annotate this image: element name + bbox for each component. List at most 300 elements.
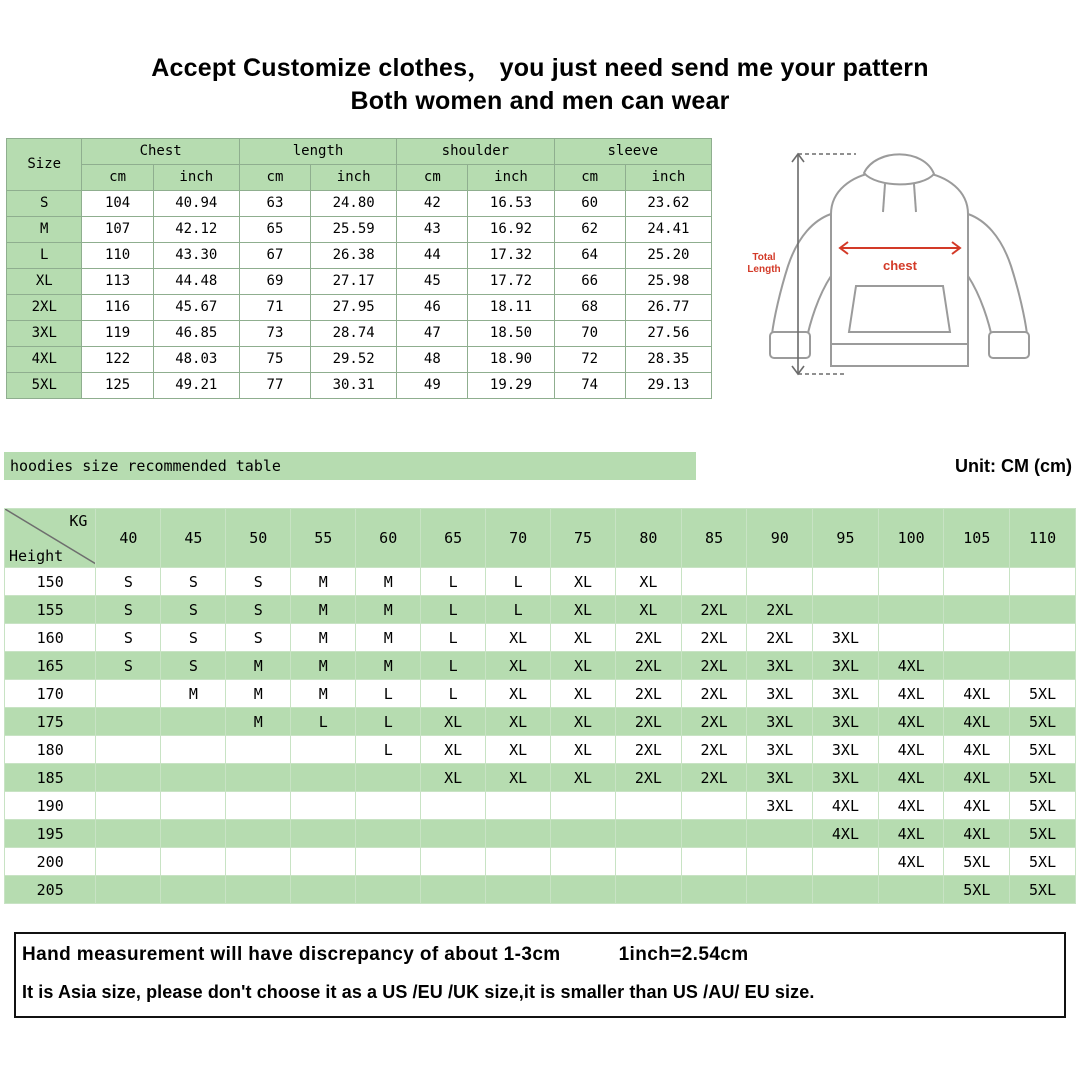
axis-label-height: Height (9, 547, 64, 565)
cell: 25.59 (311, 217, 397, 243)
cell (96, 792, 161, 820)
weight-header: 45 (161, 509, 226, 568)
cell (616, 792, 682, 820)
cell: 27.95 (311, 295, 397, 321)
cell: 66 (554, 269, 625, 295)
cell: S (161, 652, 226, 680)
cell (813, 876, 879, 904)
cell: M (161, 680, 226, 708)
table-row (7, 243, 712, 269)
cell: 4XL (944, 736, 1010, 764)
cell (551, 876, 616, 904)
cell: 73 (239, 321, 310, 347)
cell (486, 792, 551, 820)
cell (356, 848, 421, 876)
cell: XL (551, 568, 616, 596)
cell: XL (616, 568, 682, 596)
cell (616, 848, 682, 876)
cell: XL (551, 680, 616, 708)
header-unit-3: inch (311, 165, 397, 191)
cell: 62 (554, 217, 625, 243)
cell: 18.50 (468, 321, 554, 347)
cell (551, 820, 616, 848)
cell: 2XL (616, 736, 682, 764)
cell: 42 (397, 191, 468, 217)
cell: 67 (239, 243, 310, 269)
total-length-label-line2: Length (747, 264, 781, 275)
table-row (7, 269, 712, 295)
cell: 17.32 (468, 243, 554, 269)
cell: M (291, 624, 356, 652)
weight-header: 80 (616, 509, 682, 568)
cell (226, 792, 291, 820)
cell: 113 (82, 269, 153, 295)
rec-row (5, 568, 1076, 596)
cell: 3XL (813, 652, 879, 680)
axis-label-weight: KG (69, 512, 88, 530)
cell: M (291, 652, 356, 680)
cell: 4XL (944, 680, 1010, 708)
cell: M (226, 652, 291, 680)
row-size: 4XL (7, 347, 82, 373)
cell: 116 (82, 295, 153, 321)
cell: 110 (82, 243, 153, 269)
cell: 4XL (944, 792, 1010, 820)
cell: 2XL (681, 708, 747, 736)
cell: L (421, 596, 486, 624)
cell (681, 820, 747, 848)
cell: 17.72 (468, 269, 554, 295)
cell: 5XL (1010, 820, 1076, 848)
cell (161, 848, 226, 876)
cell: XL (486, 764, 551, 792)
cell: L (356, 708, 421, 736)
hoodie-illustration-svg (736, 136, 1066, 411)
cell: XL (551, 708, 616, 736)
unit-label: Unit: CM (cm) (955, 456, 1072, 476)
cell: 4XL (878, 736, 944, 764)
cell (161, 820, 226, 848)
cell: 44 (397, 243, 468, 269)
cell: 29.13 (625, 373, 711, 399)
cell: XL (551, 624, 616, 652)
cell: M (356, 596, 421, 624)
cell (813, 568, 879, 596)
table-row (7, 295, 712, 321)
rec-row (5, 848, 1076, 876)
table-row (7, 347, 712, 373)
cell (1010, 652, 1076, 680)
cell: 29.52 (311, 347, 397, 373)
cell: 43.30 (153, 243, 239, 269)
cell: 5XL (1010, 876, 1076, 904)
cell: 3XL (813, 736, 879, 764)
cell (944, 624, 1010, 652)
row-height: 165 (5, 652, 96, 680)
cell: 3XL (747, 736, 813, 764)
cell: S (226, 568, 291, 596)
cell (813, 596, 879, 624)
cell: 70 (554, 321, 625, 347)
cell: 27.56 (625, 321, 711, 347)
cell: 4XL (878, 820, 944, 848)
header-unit-1: inch (153, 165, 239, 191)
row-height: 160 (5, 624, 96, 652)
cell: M (356, 568, 421, 596)
cell (96, 820, 161, 848)
weight-header: 60 (356, 509, 421, 568)
headline-line-2: Both women and men can wear (350, 87, 730, 115)
row-height: 180 (5, 736, 96, 764)
cell: M (291, 596, 356, 624)
cell: 2XL (681, 736, 747, 764)
hoodie-diagram (736, 136, 1066, 411)
cell (747, 876, 813, 904)
cell: S (161, 624, 226, 652)
cell (1010, 596, 1076, 624)
cell: L (291, 708, 356, 736)
cell: 69 (239, 269, 310, 295)
cell: 4XL (944, 708, 1010, 736)
weight-header: 75 (551, 509, 616, 568)
cell: L (421, 652, 486, 680)
cell: 4XL (878, 764, 944, 792)
cell (421, 876, 486, 904)
cell (161, 736, 226, 764)
cell: 71 (239, 295, 310, 321)
cell: 42.12 (153, 217, 239, 243)
rec-row (5, 596, 1076, 624)
cell: XL (486, 680, 551, 708)
cell: 19.29 (468, 373, 554, 399)
chest-label: chest (883, 258, 917, 273)
cell: XL (486, 736, 551, 764)
cell: S (96, 652, 161, 680)
header-unit-5: inch (468, 165, 554, 191)
cell (291, 764, 356, 792)
cell: XL (486, 708, 551, 736)
cell: 107 (82, 217, 153, 243)
weight-header: 40 (96, 509, 161, 568)
cell (747, 568, 813, 596)
cell (681, 876, 747, 904)
cell: S (226, 596, 291, 624)
cell: 4XL (878, 848, 944, 876)
cell (226, 820, 291, 848)
weight-header: 90 (747, 509, 813, 568)
header-unit-2: cm (239, 165, 310, 191)
row-height: 170 (5, 680, 96, 708)
total-length-label-line1: Total (752, 252, 776, 263)
cell (616, 820, 682, 848)
cell: 65 (239, 217, 310, 243)
row-size: 5XL (7, 373, 82, 399)
cell (96, 708, 161, 736)
row-size: XL (7, 269, 82, 295)
disclaimer-line-1 (22, 944, 749, 966)
row-height: 185 (5, 764, 96, 792)
cell (551, 792, 616, 820)
cell: 4XL (944, 764, 1010, 792)
cell: S (161, 596, 226, 624)
cell: 3XL (747, 652, 813, 680)
headline-line-1: Accept Customize clothes， you just need send me your pattern (151, 54, 929, 82)
cell (291, 876, 356, 904)
cell (291, 792, 356, 820)
page-title (0, 52, 1080, 118)
cell: M (356, 624, 421, 652)
cell: 45.67 (153, 295, 239, 321)
cell: 5XL (1010, 736, 1076, 764)
cell: 3XL (813, 764, 879, 792)
cell: L (421, 568, 486, 596)
cell: 60 (554, 191, 625, 217)
cell: 16.53 (468, 191, 554, 217)
rec-row (5, 736, 1076, 764)
cell: XL (421, 764, 486, 792)
table-header-units (7, 165, 712, 191)
cell: S (96, 568, 161, 596)
cell: 2XL (616, 764, 682, 792)
weight-header: 65 (421, 509, 486, 568)
cell: 2XL (616, 624, 682, 652)
cell: 2XL (681, 764, 747, 792)
measurement-discrepancy-text: Hand measurement will have discrepancy of about 1-3cm (22, 944, 561, 965)
cell (747, 848, 813, 876)
cell (226, 848, 291, 876)
cell (681, 848, 747, 876)
cell: S (96, 624, 161, 652)
cell: 47 (397, 321, 468, 347)
cell (878, 596, 944, 624)
cell: 2XL (616, 680, 682, 708)
cell: 3XL (747, 708, 813, 736)
cell (944, 596, 1010, 624)
cell (356, 764, 421, 792)
cell: 24.41 (625, 217, 711, 243)
cell: 122 (82, 347, 153, 373)
cell: L (356, 680, 421, 708)
cell: XL (421, 736, 486, 764)
cell: XL (551, 764, 616, 792)
cell (421, 792, 486, 820)
cell (486, 820, 551, 848)
disclaimer-line-2: It is Asia size, please don't choose it as a US /EU /UK size,it is smaller than US /AU/ EU size. (22, 982, 815, 1002)
row-height: 190 (5, 792, 96, 820)
cell: 64 (554, 243, 625, 269)
cell: XL (486, 624, 551, 652)
row-height: 195 (5, 820, 96, 848)
cell (96, 876, 161, 904)
cell: 28.35 (625, 347, 711, 373)
cell: S (161, 568, 226, 596)
rec-row (5, 680, 1076, 708)
cell: 5XL (944, 848, 1010, 876)
cell: 18.90 (468, 347, 554, 373)
cell: XL (551, 596, 616, 624)
cell: 5XL (1010, 680, 1076, 708)
cell (161, 708, 226, 736)
cell: 63 (239, 191, 310, 217)
cell (96, 764, 161, 792)
cell: 119 (82, 321, 153, 347)
cell (291, 848, 356, 876)
cell: 48.03 (153, 347, 239, 373)
rec-row (5, 624, 1076, 652)
cell: 40.94 (153, 191, 239, 217)
rec-row (5, 708, 1076, 736)
cell (486, 876, 551, 904)
header-unit-6: cm (554, 165, 625, 191)
cell (813, 848, 879, 876)
cell: 2XL (681, 652, 747, 680)
cell (944, 568, 1010, 596)
weight-header: 95 (813, 509, 879, 568)
row-size: S (7, 191, 82, 217)
cell (161, 792, 226, 820)
cell: M (226, 708, 291, 736)
cell: 4XL (944, 820, 1010, 848)
cell (747, 820, 813, 848)
cell (291, 736, 356, 764)
cell: 44.48 (153, 269, 239, 295)
cell (226, 736, 291, 764)
weight-header: 85 (681, 509, 747, 568)
cell: 72 (554, 347, 625, 373)
cell: XL (551, 652, 616, 680)
cell: M (356, 652, 421, 680)
header-group-shoulder: shoulder (397, 139, 554, 165)
cell: L (421, 624, 486, 652)
cell: 3XL (813, 680, 879, 708)
cell: 26.38 (311, 243, 397, 269)
cell: 48 (397, 347, 468, 373)
cell: 3XL (813, 708, 879, 736)
cell: 46.85 (153, 321, 239, 347)
weight-header: 100 (878, 509, 944, 568)
cell: 2XL (681, 680, 747, 708)
cell (356, 876, 421, 904)
cell: 5XL (1010, 764, 1076, 792)
cell (681, 792, 747, 820)
header-unit-7: inch (625, 165, 711, 191)
cell: 3XL (747, 680, 813, 708)
cell: 77 (239, 373, 310, 399)
cell: 75 (239, 347, 310, 373)
cell (226, 876, 291, 904)
cell: 5XL (944, 876, 1010, 904)
cell: 68 (554, 295, 625, 321)
table-row (7, 191, 712, 217)
cell (878, 876, 944, 904)
cell (551, 848, 616, 876)
cell (356, 792, 421, 820)
cell: 16.92 (468, 217, 554, 243)
cell: 27.17 (311, 269, 397, 295)
cell (616, 876, 682, 904)
cell: M (291, 568, 356, 596)
inch-conversion-text: 1inch=2.54cm (618, 944, 749, 965)
weight-header: 50 (226, 509, 291, 568)
cell: 2XL (747, 596, 813, 624)
cell (1010, 568, 1076, 596)
cell: 2XL (681, 624, 747, 652)
row-height: 175 (5, 708, 96, 736)
cell: L (486, 596, 551, 624)
cell: 3XL (747, 764, 813, 792)
cell: XL (616, 596, 682, 624)
cell: 4XL (878, 792, 944, 820)
cell: 2XL (747, 624, 813, 652)
cell: 28.74 (311, 321, 397, 347)
cell: M (226, 680, 291, 708)
cell: 43 (397, 217, 468, 243)
cell (486, 848, 551, 876)
cell: 4XL (813, 792, 879, 820)
table-row (7, 321, 712, 347)
cell (96, 680, 161, 708)
cell: 2XL (616, 708, 682, 736)
rec-row (5, 876, 1076, 904)
cell (96, 736, 161, 764)
header-unit-0: cm (82, 165, 153, 191)
cell: 45 (397, 269, 468, 295)
recommended-table-banner: hoodies size recommended table (4, 452, 696, 480)
cell: 18.11 (468, 295, 554, 321)
cell: S (96, 596, 161, 624)
cell: 4XL (878, 680, 944, 708)
cell (356, 820, 421, 848)
table-row (7, 217, 712, 243)
cell: 49 (397, 373, 468, 399)
cell: 4XL (813, 820, 879, 848)
cell: 5XL (1010, 792, 1076, 820)
cell: 5XL (1010, 848, 1076, 876)
weight-header: 105 (944, 509, 1010, 568)
row-height: 200 (5, 848, 96, 876)
row-size: 3XL (7, 321, 82, 347)
cell (878, 568, 944, 596)
row-height: 205 (5, 876, 96, 904)
rec-row (5, 820, 1076, 848)
table-header-groups (7, 139, 712, 165)
cell: 30.31 (311, 373, 397, 399)
cell (878, 624, 944, 652)
cell (226, 764, 291, 792)
header-group-chest: Chest (82, 139, 239, 165)
weight-header: 55 (291, 509, 356, 568)
row-size: 2XL (7, 295, 82, 321)
garment-measurement-table (6, 138, 712, 399)
header-group-length: length (239, 139, 396, 165)
cell (944, 652, 1010, 680)
cell (681, 568, 747, 596)
cell (96, 848, 161, 876)
header-unit-4: cm (397, 165, 468, 191)
cell: XL (551, 736, 616, 764)
cell (161, 876, 226, 904)
cell (291, 820, 356, 848)
cell (421, 820, 486, 848)
cell: 25.98 (625, 269, 711, 295)
row-size: L (7, 243, 82, 269)
size-recommendation-table (4, 508, 1076, 904)
cell: 46 (397, 295, 468, 321)
table-row (7, 373, 712, 399)
row-height: 150 (5, 568, 96, 596)
cell: 24.80 (311, 191, 397, 217)
cell: 2XL (616, 652, 682, 680)
